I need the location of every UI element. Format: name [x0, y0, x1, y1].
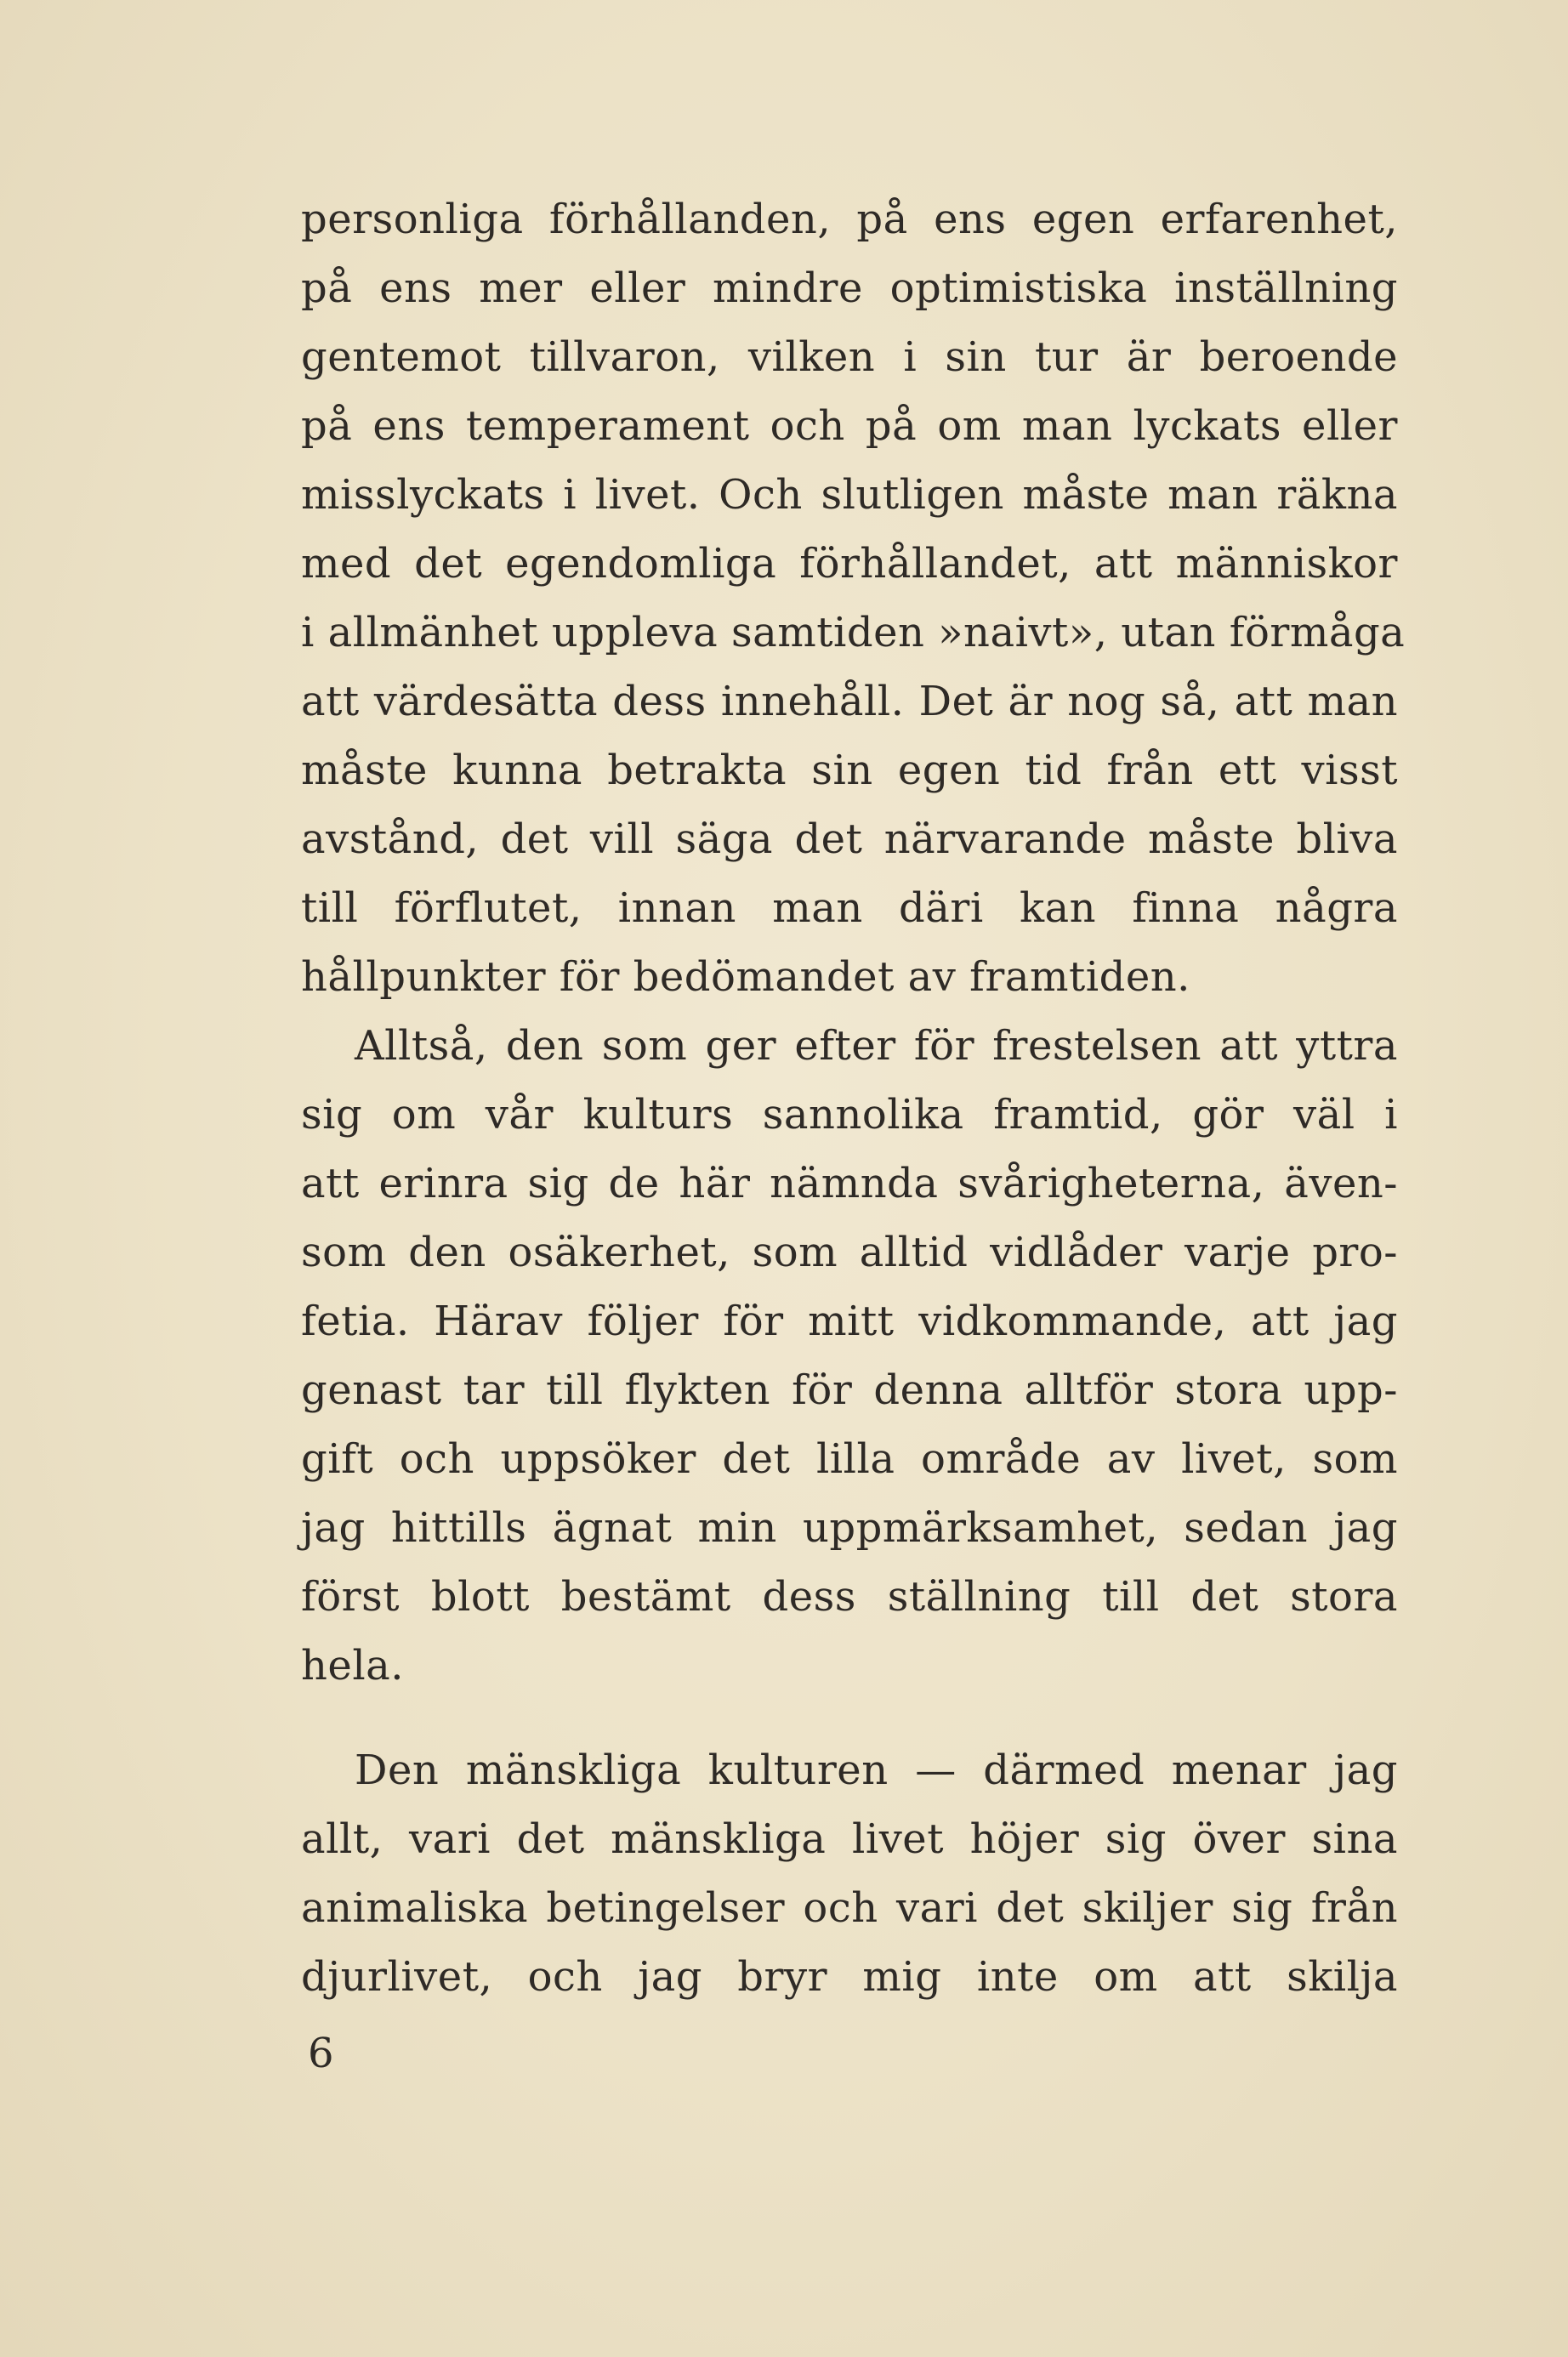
text-line: djurlivet, och jag bryr mig inte om att skilja	[301, 1953, 1398, 2001]
text-line: personliga förhållanden, på ens egen erfarenhet,	[301, 196, 1398, 243]
paragraph-gap	[301, 1701, 1398, 1736]
text-line: i allmänhet uppleva samtiden »naivt», utan förmåga	[301, 609, 1406, 656]
text-line: sig om vår kulturs sannolika framtid, gör väl i	[301, 1091, 1398, 1139]
text-line: på ens mer eller mindre optimistiska inställning	[301, 264, 1398, 312]
text-line: till förflutet, innan man däri kan finna några	[301, 884, 1398, 932]
text-line: först blott bestämt dess ställning till det stora	[301, 1573, 1398, 1621]
page-number: 6	[308, 2030, 334, 2077]
text-line: Den mänskliga kulturen — därmed menar jag	[355, 1746, 1398, 1794]
text-line: gift och uppsöker det lilla område av livet, som	[301, 1435, 1398, 1483]
text-line: avstånd, det vill säga det närvarande måste bliva	[301, 815, 1398, 863]
text-line: på ens temperament och på om man lyckats eller	[301, 402, 1398, 450]
text-line: med det egendomliga förhållandet, att människor	[301, 540, 1398, 588]
text-line: Alltså, den som ger efter för frestelsen att yttra	[355, 1022, 1398, 1070]
text-line: allt, vari det mänskliga livet höjer sig över sina	[301, 1815, 1398, 1863]
text-line: fetia. Härav följer för mitt vidkommande, att jag	[301, 1298, 1398, 1345]
text-line: animaliska betingelser och vari det skiljer sig från	[301, 1884, 1398, 1932]
text-line: gentemot tillvaron, vilken i sin tur är beroende	[301, 333, 1398, 381]
text-line: hela.	[301, 1642, 405, 1690]
paragraph-2	[301, 1012, 1398, 1701]
paragraph-1	[301, 185, 1406, 1012]
text-line: att erinra sig de här nämnda svårigheterna, även-	[301, 1160, 1398, 1207]
text-line: genast tar till flykten för denna alltför stora upp-	[301, 1366, 1398, 1414]
text-line: måste kunna betrakta sin egen tid från ett visst	[301, 747, 1398, 794]
text-line: att värdesätta dess innehåll. Det är nog så, att man	[301, 678, 1398, 725]
paragraph-3	[301, 1736, 1398, 2012]
text-line: misslyckats i livet. Och slutligen måste man räkna	[301, 471, 1398, 519]
text-line: som den osäkerhet, som alltid vidlåder varje pro-	[301, 1229, 1398, 1276]
text-line: jag hittills ägnat min uppmärksamhet, sedan jag	[301, 1504, 1398, 1552]
text-line: hållpunkter för bedömandet av framtiden.	[301, 953, 1190, 1001]
body-text	[301, 185, 1406, 2012]
